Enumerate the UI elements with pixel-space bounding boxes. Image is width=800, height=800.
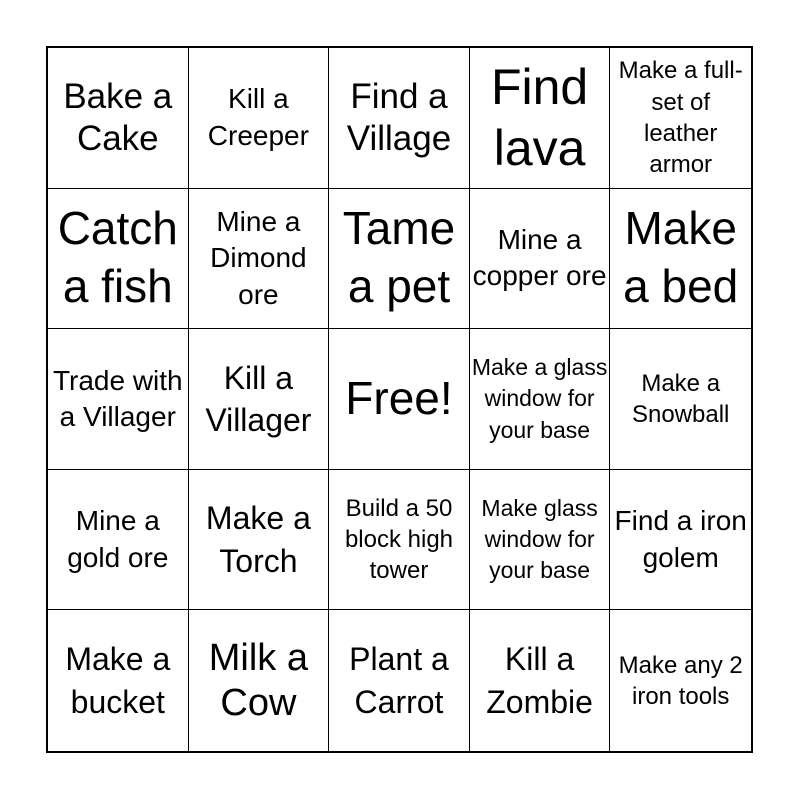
bingo-cell[interactable]	[189, 329, 330, 470]
cell-text: Mine a copper ore	[472, 224, 607, 292]
bingo-cell[interactable]	[48, 189, 189, 330]
bingo-cell free-space[interactable]	[329, 329, 470, 470]
cell-text: Trade with a Villager	[52, 364, 183, 432]
bingo-cell[interactable]	[610, 329, 751, 470]
cell-text: Make a bed	[623, 202, 739, 313]
bingo-cell[interactable]	[189, 48, 330, 189]
bingo-cell[interactable]	[470, 610, 611, 751]
bingo-board	[46, 46, 753, 753]
cell-text: Make a Torch	[205, 500, 311, 579]
bingo-cell[interactable]	[610, 189, 751, 330]
cell-text: Kill a Zombie	[486, 641, 593, 720]
cell-text: Kill a Villager	[205, 359, 312, 438]
bingo-cell[interactable]	[470, 189, 611, 330]
bingo-cell[interactable]	[48, 610, 189, 751]
cell-text: Mine a gold ore	[67, 505, 169, 573]
bingo-cell[interactable]	[610, 48, 751, 189]
bingo-cell[interactable]	[610, 610, 751, 751]
cell-text: Find a Village	[346, 76, 452, 158]
bingo-cell[interactable]	[329, 470, 470, 611]
cell-text: Make a bucket	[65, 641, 171, 720]
free-space-text: Free!	[345, 372, 453, 425]
cell-text: Mine a Dimond ore	[210, 205, 307, 310]
bingo-cell[interactable]	[329, 610, 470, 751]
cell-text: Tame a pet	[342, 202, 456, 313]
cell-text: Kill a Creeper	[207, 83, 309, 151]
bingo-cell[interactable]	[329, 48, 470, 189]
cell-text: Find a iron golem	[614, 505, 747, 573]
cell-text: Make a Snowball	[631, 369, 730, 428]
cell-text: Plant a Carrot	[349, 641, 449, 720]
bingo-cell[interactable]	[329, 189, 470, 330]
cell-text: Bake a Cake	[63, 76, 173, 158]
bingo-cell[interactable]	[610, 470, 751, 611]
cell-text: Build a 50 block high tower	[344, 494, 454, 585]
cell-text: Catch a fish	[57, 202, 178, 313]
bingo-cell[interactable]	[470, 470, 611, 611]
bingo-cell[interactable]	[470, 329, 611, 470]
cell-text: Make any 2 iron tools	[618, 651, 743, 710]
cell-text: Make a glass window for your base	[471, 354, 608, 443]
bingo-cell[interactable]	[48, 48, 189, 189]
cell-text: Make a full-set of leather armor	[618, 57, 743, 178]
cell-text: Find lava	[490, 58, 589, 176]
bingo-cell[interactable]	[189, 610, 330, 751]
bingo-cell[interactable]	[189, 470, 330, 611]
bingo-cell[interactable]	[48, 470, 189, 611]
bingo-cell[interactable]	[48, 329, 189, 470]
cell-text: Milk a Cow	[208, 636, 308, 724]
bingo-cell[interactable]	[189, 189, 330, 330]
cell-text: Make glass window for your base	[481, 494, 598, 584]
bingo-cell[interactable]	[470, 48, 611, 189]
